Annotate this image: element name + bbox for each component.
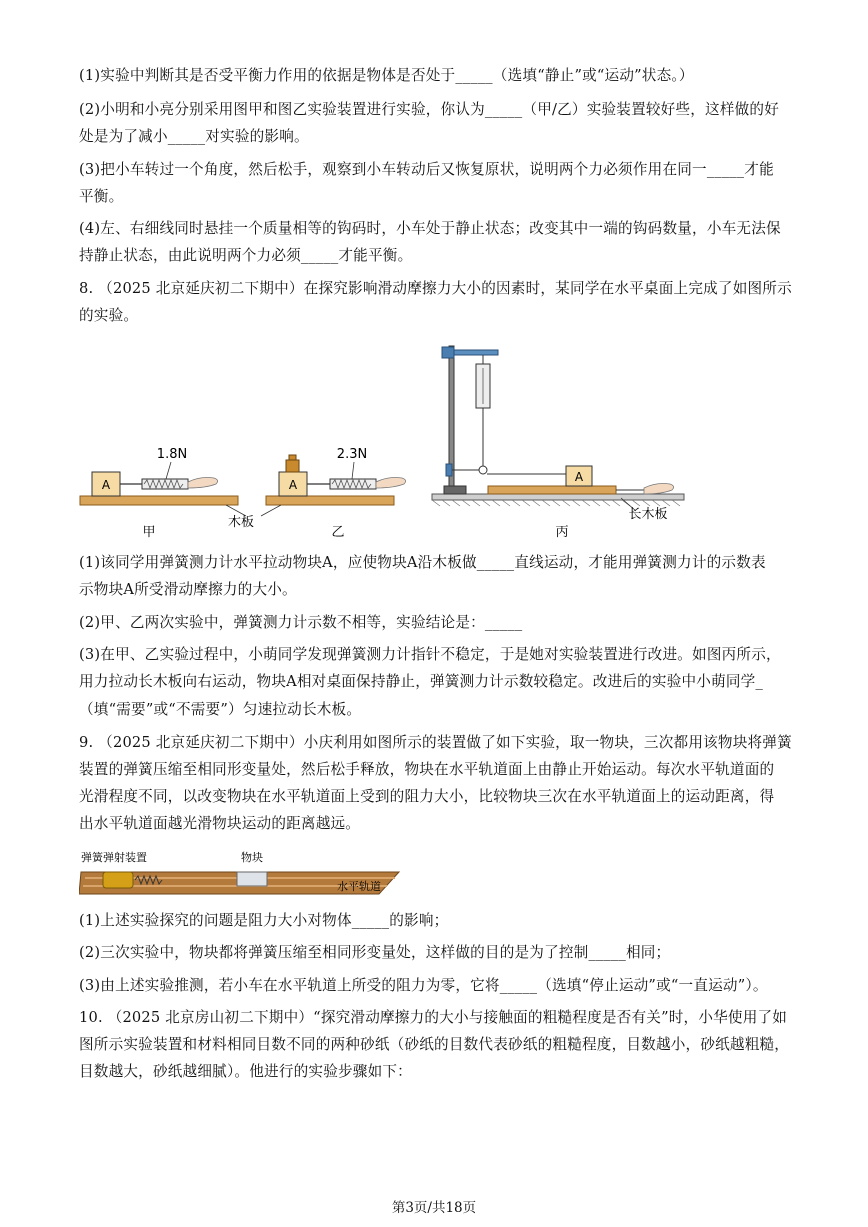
caption-yi: 乙: [331, 525, 345, 540]
text-line: 8. （2025 北京延庆初二下期中）在探究影响滑动摩擦力大小的因素时，某同学在水平桌面上完成了如图所示: [79, 280, 792, 297]
text-line: 处是为了减小_____对实验的影响。: [79, 128, 309, 145]
text-line: (3)由上述实验推测，若小车在水平轨道上所受的阻力为零，它将_____（选填“停止运动”或“一直运动”）。: [79, 977, 768, 994]
text-line: (3)把小车转过一个角度，然后松手，观察到小车转动后又恢复原状，说明两个力必须作用在同一_____才能: [79, 161, 774, 178]
hand: [644, 484, 674, 495]
spring-launcher: [103, 872, 133, 888]
clamp-arm: [448, 350, 498, 355]
force-label-yi: 2.3N: [336, 447, 368, 462]
track-label: 水平轨道: [337, 880, 381, 893]
text-line: (3)在甲、乙实验过程中，小萌同学发现弹簧测力计指针不稳定，于是她对实验装置进行改进。如图丙所示，: [79, 646, 781, 663]
board-label: 木板: [227, 515, 255, 530]
block: [237, 872, 267, 886]
text-line: 目数越大，砂纸越细腻）。他进行的实验步骤如下：: [79, 1063, 412, 1080]
text-line: 图所示实验装置和材料相同目数不同的两种砂纸（砂纸的目数代表砂纸的粗糙程度，目数越小，砂纸越粗糙，: [79, 1036, 790, 1053]
text-line: 示物块A所受滑动摩擦力的大小。: [79, 581, 297, 598]
text-line: 装置的弹簧压缩至相同形变量处，然后松手释放，物块在水平轨道面上由静止开始运动。每次水平轨道面的: [79, 761, 775, 778]
text-line: (2)甲、乙两次实验中，弹簧测力计示数不相等，实验结论是：_____: [79, 614, 523, 631]
block-a-label: A: [101, 478, 111, 492]
text-line: (2)小明和小亮分别采用图甲和图乙实验装置进行实验，你认为_____（甲/乙）实验装置较好些，这样做的好: [79, 101, 780, 118]
block-a-label: A: [288, 478, 298, 492]
text-line: (1)该同学用弹簧测力计水平拉动物块A，应使物块A沿木板做_____直线运动，才能用弹簧测力计的示数表: [79, 554, 766, 571]
caption-jia: 甲: [142, 525, 156, 540]
text-line: 平衡。: [79, 188, 124, 205]
hand: [188, 478, 218, 489]
text-line: （填“需要”或“不需要”）匀速拉动长木板。: [79, 701, 362, 718]
spring-device-label: 弹簧弹射装置: [81, 851, 147, 864]
setup-yi: [266, 447, 406, 540]
long-board: [488, 486, 616, 494]
text-line: (1)实验中判断其是否受平衡力作用的依据是物体是否处于_____（选填“静止”或“运动”状态。）: [79, 67, 694, 84]
friction-experiment-figure: [76, 336, 696, 546]
table-surface: [432, 494, 684, 500]
text-line: 持静止状态，由此说明两个力必须_____才能平衡。: [79, 247, 413, 264]
force-label-jia: 1.8N: [156, 447, 188, 462]
text-line: (2)三次实验中，物块都将弹簧压缩至相同形变量处，这样做的目的是为了控制_____相同；: [79, 944, 671, 961]
long-board-label: 长木板: [628, 507, 668, 522]
block-label: 物块: [241, 851, 263, 864]
text-line: 9. （2025 北京延庆初二下期中）小庆利用如图所示的装置做了如下实验，取一物块，三次都用该物块将弹簧: [79, 734, 792, 751]
block-a-label: A: [574, 470, 584, 484]
wood-board: [266, 496, 394, 505]
text-line: (4)左、右细线同时悬挂一个质量相等的钩码时，小车处于静止状态；改变其中一端的钩码数量，小车无法保: [79, 220, 781, 237]
text-line: 10. （2025 北京房山初二下期中）“探究滑动摩擦力的大小与接触面的粗糙程度是否有关”时，小华使用了如: [79, 1009, 788, 1026]
setup-bing: [432, 346, 684, 540]
caption-bing: 丙: [555, 525, 569, 540]
text-line: 出水平轨道面越光滑物块运动的距离越远。: [79, 815, 361, 832]
hand: [376, 478, 406, 489]
spring-track-figure: [79, 848, 419, 904]
page-footer: 第3页/共18页: [391, 1200, 477, 1216]
pulley: [479, 466, 487, 474]
setup-jia: [80, 447, 238, 540]
text-line: 光滑程度不同，以改变物块在水平轨道面上受到的阻力大小，比较物块三次在水平轨道面上的运动距离，得: [79, 788, 775, 805]
text-line: 用力拉动长木板向右运动，物块A相对桌面保持静止，弹簧测力计示数较稳定。改进后的实验中小萌同学_: [79, 673, 763, 690]
text-line: (1)上述实验探究的问题是阻力大小对物体_____的影响；: [79, 912, 449, 929]
text-line: 的实验。: [79, 307, 139, 324]
wood-board: [80, 496, 238, 505]
weight: [286, 460, 299, 472]
